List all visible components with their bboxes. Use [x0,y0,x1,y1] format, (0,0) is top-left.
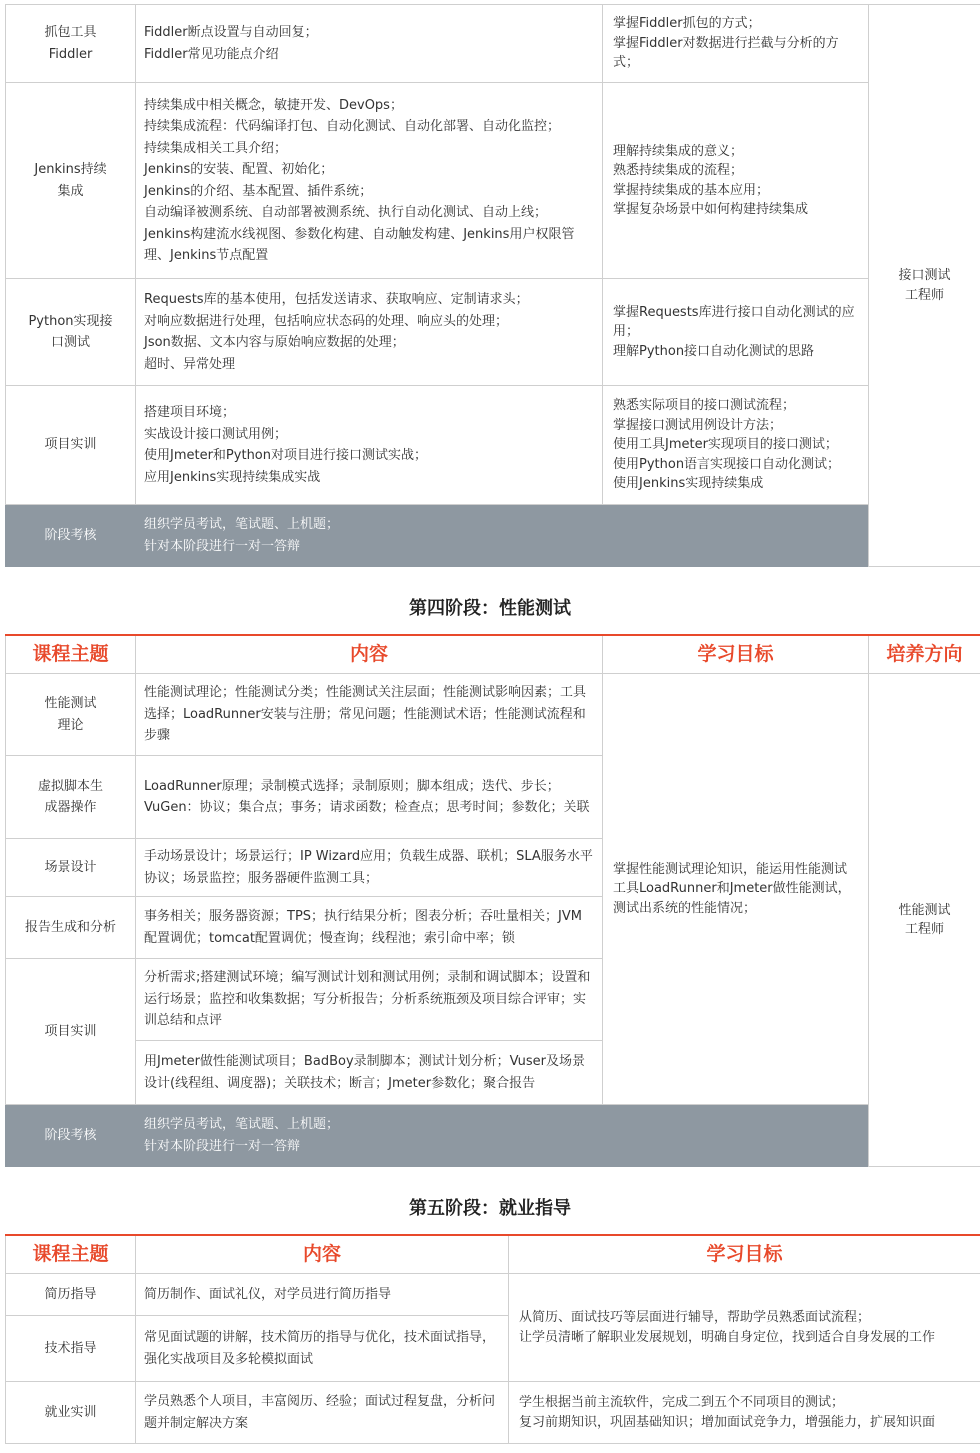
goal-cell: 掌握Requests库进行接口自动化测试的应用； 理解Python接口自动化测试的思路 [603,279,869,386]
table-row [6,386,980,505]
topic-cell: 报告生成和分析 [6,897,136,959]
assessment-content-cell: 组织学员考试，笔试题、上机题； 针对本阶段进行一对一答辩 [136,505,869,567]
table-header-row [6,1235,980,1274]
content-cell: 持续集成中相关概念，敏捷开发、DevOps； 持续集成流程：代码编译打包、自动化测试、自动化部署、自动化监控； 持续集成相关工具介绍； Jenkins的安装、配置、初始化； Jenkins的介绍、基本配置、插件系统； 自动编译被测系统、自动部署被测系统、执行自动化测试、自动上线； Jenkins构建流水线视图、参数化构建、自动触发构建、Jenkins用户权限管理、Jenkins节点配置 [136,83,603,279]
topic-cell: 抓包工具 Fiddler [6,5,136,83]
topic-cell: 项目实训 [6,959,136,1105]
topic-cell: 性能测试 理论 [6,674,136,756]
topic-cell: 就业实训 [6,1382,136,1444]
goal-cell: 理解持续集成的意义； 熟悉持续集成的流程； 掌握持续集成的基本应用； 掌握复杂场景中如何构建持续集成 [603,83,869,279]
assessment-topic-cell: 阶段考核 [6,505,136,567]
content-cell: 常见面试题的讲解，技术简历的指导与优化，技术面试指导，强化实战项目及多轮模拟面试 [136,1316,509,1382]
content-cell: 用Jmeter做性能测试项目；BadBoy录制脚本；测试计划分析；Vuser及场景设计(线程组、调度器)；关联技术；断言；Jmeter参数化；聚合报告 [136,1041,603,1105]
table-row [6,1274,980,1316]
table-row [6,1382,980,1444]
content-cell: 手动场景设计；场景运行；IP Wizard应用；负载生成器、联机；SLA服务水平协议；场景监控；服务器硬件监测工具； [136,839,603,897]
topic-cell: 虚拟脚本生 成器操作 [6,756,136,839]
header-topic: 课程主题 [6,635,136,674]
content-cell: 学员熟悉个人项目，丰富阅历、经验；面试过程复盘，分析问题并制定解决方案 [136,1382,509,1444]
content-cell: 事务相关；服务器资源；TPS；执行结果分析；图表分析；吞吐量相关；JVM配置调优；tomcat配置调优；慢查询；线程池；索引命中率；锁 [136,897,603,959]
direction-cell: 接口测试 工程师 [869,5,980,567]
goal-cell: 掌握Fiddler抓包的方式； 掌握Fiddler对数据进行拦截与分析的方式； [603,5,869,83]
goal-cell: 从简历、面试技巧等层面进行辅导，帮助学员熟悉面试流程； 让学员清晰了解职业发展规划，明确自身定位，找到适合自身发展的工作 [509,1274,980,1382]
topic-cell: Jenkins持续 集成 [6,83,136,279]
table-row [6,279,980,386]
content-cell: Fiddler断点设置与自动回复； Fiddler常见功能点介绍 [136,5,603,83]
header-goal: 学习目标 [509,1235,980,1274]
content-cell: 分析需求;搭建测试环境；编写测试计划和测试用例；录制和调试脚本；设置和运行场景；监控和收集数据；写分析报告；分析系统瓶颈及项目综合评审；实训总结和点评 [136,959,603,1041]
goal-cell: 掌握性能测试理论知识，能运用性能测试工具LoadRunner和Jmeter做性能测试，测试出系统的性能情况； [603,674,869,1105]
goal-cell: 学生根据当前主流软件，完成二到五个不同项目的测试； 复习前期知识，巩固基础知识；增加面试竞争力，增强能力，扩展知识面 [509,1382,980,1444]
topic-cell: Python实现接 口测试 [6,279,136,386]
header-goal: 学习目标 [603,635,869,674]
assessment-row [6,1105,980,1167]
assessment-topic-cell: 阶段考核 [6,1105,136,1167]
goal-cell: 熟悉实际项目的接口测试流程； 掌握接口测试用例设计方法； 使用工具Jmeter实现项目的接口测试； 使用Python语言实现接口自动化测试； 使用Jenkins实现持续集成 [603,386,869,505]
content-cell: 搭建项目环境； 实战设计接口测试用例； 使用Jmeter和Python对项目进行接口测试实战； 应用Jenkins实现持续集成实战 [136,386,603,505]
assessment-row [6,505,980,567]
stage5-table [5,1234,980,1444]
stage4-title: 第四阶段：性能测试 [409,598,571,619]
header-topic: 课程主题 [6,1235,136,1274]
content-cell: LoadRunner原理；录制模式选择；录制原则；脚本组成；迭代、步长；VuGen：协议；集合点；事务；请求函数；检查点；思考时间；参数化；关联 [136,756,603,839]
direction-cell: 性能测试 工程师 [869,674,980,1167]
content-cell: 性能测试理论；性能测试分类；性能测试关注层面；性能测试影响因素；工具选择；LoadRunner安装与注册；常见问题；性能测试术语；性能测试流程和步骤 [136,674,603,756]
table-row [6,674,980,756]
stage4-table [5,634,980,1167]
header-content: 内容 [136,635,603,674]
table-row [6,83,980,279]
assessment-content-cell: 组织学员考试，笔试题、上机题； 针对本阶段进行一对一答辩 [136,1105,869,1167]
content-cell: Requests库的基本使用，包括发送请求、获取响应、定制请求头； 对响应数据进行处理，包括响应状态码的处理、响应头的处理； Json数据、文本内容与原始响应数据的处理； 超时、异常处理 [136,279,603,386]
stage5-title: 第五阶段：就业指导 [409,1198,571,1219]
table-header-row [6,635,980,674]
topic-cell: 场景设计 [6,839,136,897]
header-content: 内容 [136,1235,509,1274]
topic-cell: 技术指导 [6,1316,136,1382]
stage3-table [5,4,980,567]
header-direction: 培养方向 [869,635,980,674]
topic-cell: 简历指导 [6,1274,136,1316]
topic-cell: 项目实训 [6,386,136,505]
content-cell: 简历制作、面试礼仪，对学员进行简历指导 [136,1274,509,1316]
table-row [6,5,980,83]
